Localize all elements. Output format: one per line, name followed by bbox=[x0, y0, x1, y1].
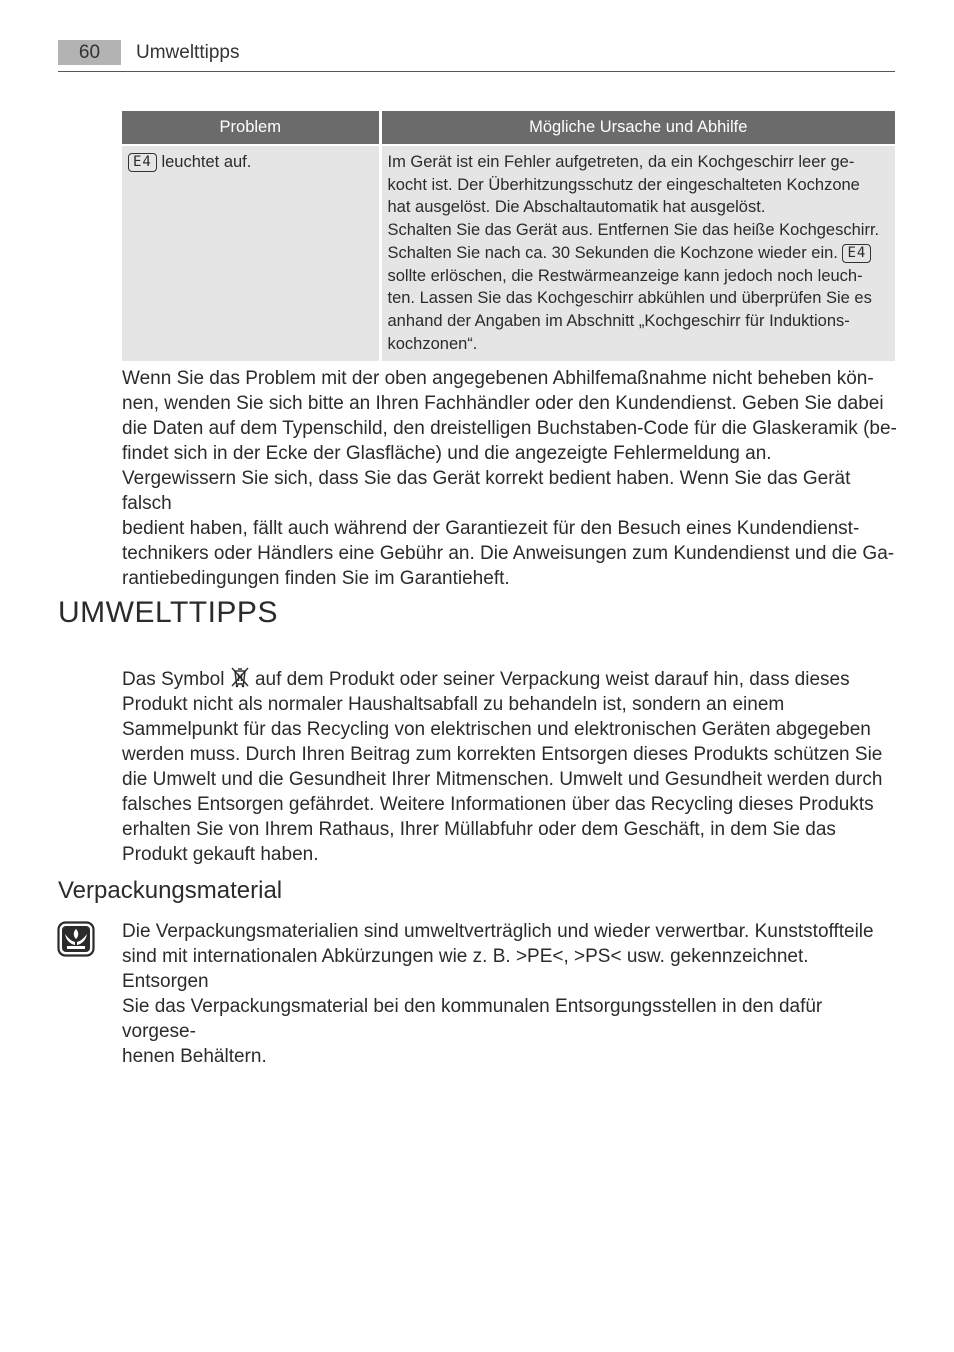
subsection-title: Verpackungsmaterial bbox=[58, 877, 283, 904]
running-title: Umwelttipps bbox=[136, 42, 240, 63]
text-line: Produkt nicht als normaler Haushaltsabfall zu behandeln ist, sondern an einem bbox=[122, 694, 785, 715]
text-line: Sammelpunkt für das Recycling von elektrischen und elektronischen Geräten abgegeben bbox=[122, 719, 871, 740]
section-title: UMWELTTIPPS bbox=[58, 596, 278, 629]
crossed-bin-icon bbox=[230, 666, 250, 688]
service-paragraph bbox=[122, 366, 897, 591]
text-line: werden muss. Durch Ihren Beitrag zum korrekten Entsorgen dieses Produkts schützen Sie bbox=[122, 744, 883, 765]
remedy-line bbox=[388, 242, 890, 265]
remedy-line: hat ausgelöst. Die Abschaltautomatik hat ausgelöst. bbox=[387, 198, 766, 217]
text-line bbox=[122, 666, 897, 692]
environment-paragraph bbox=[122, 666, 897, 867]
remedy-line: Im Gerät ist ein Fehler aufgetreten, da ein Kochgeschirr leer ge- bbox=[387, 153, 855, 171]
text-line: bedient haben, fällt auch während der Garantiezeit für den Besuch eines Kundendienst- bbox=[122, 518, 860, 539]
text-line: erhalten Sie von Ihrem Rathaus, Ihrer Müllabfuhr oder dem Geschäft, in dem Sie das bbox=[122, 819, 836, 840]
remedy-line: kochzonen“. bbox=[387, 334, 478, 353]
remedy-cell bbox=[380, 145, 895, 361]
remedy-line: anhand der Angaben im Abschnitt „Kochgeschirr für Induktions- bbox=[387, 311, 850, 330]
text-line: henen Behältern. bbox=[122, 1046, 267, 1067]
text-line: Wenn Sie das Problem mit der oben angegebenen Abhilfemaßnahme nicht beheben kön- bbox=[122, 368, 874, 389]
text-line: technikers oder Händlers eine Gebühr an. Die Anweisungen zum Kundendienst und die Ga- bbox=[122, 543, 895, 564]
text-line: findet sich in der Ecke der Glasfläche) und die angezeigte Fehlermeldung an. bbox=[122, 443, 772, 464]
text-line: Die Verpackungsmaterialien sind umweltverträglich und wieder verwertbar. Kunststoffteile bbox=[122, 921, 874, 942]
table-header-row bbox=[122, 111, 895, 145]
remedy-line: Schalten Sie das Gerät aus. Entfernen Sie das heiße Kochgeschirr. bbox=[387, 221, 880, 240]
page-number: 60 bbox=[58, 40, 121, 65]
environment-icon bbox=[57, 921, 95, 957]
problem-text: leuchtet auf. bbox=[156, 153, 252, 171]
text-fragment: auf dem Produkt oder seiner Verpackung weist darauf hin, dass dieses bbox=[249, 669, 850, 690]
display-code-e4: E4 bbox=[128, 153, 157, 172]
text-line: falsches Entsorgen gefährdet. Weitere Informationen über das Recycling dieses Produkts bbox=[122, 794, 874, 815]
text-line: rantiebedingungen finden Sie im Garantieheft. bbox=[122, 568, 510, 589]
table-row bbox=[122, 145, 895, 361]
text-line: die Umwelt und die Gesundheit Ihrer Mitmenschen. Umwelt und Gesundheit werden durch bbox=[122, 769, 883, 790]
remedy-line: sollte erlöschen, die Restwärmeanzeige kann jedoch noch leuch- bbox=[387, 266, 863, 285]
column-header-problem: Problem bbox=[122, 111, 380, 145]
remedy-line: kocht ist. Der Überhitzungsschutz der eingeschalteten Kochzone bbox=[387, 175, 860, 194]
text-line: nen, wenden Sie sich bitte an Ihren Fachhändler oder den Kundendienst. Geben Sie dabei bbox=[122, 393, 884, 414]
packaging-paragraph bbox=[122, 919, 897, 1069]
text-line: Sie das Verpackungsmaterial bei den kommunalen Entsorgungsstellen in den dafür vorgese- bbox=[122, 996, 823, 1042]
remedy-line-text: Schalten Sie nach ca. 30 Sekunden die Kochzone wieder ein. bbox=[387, 243, 843, 262]
page-header bbox=[58, 40, 895, 72]
problem-cell bbox=[122, 145, 380, 361]
text-line: sind mit internationalen Abkürzungen wie z. B. >PE<, >PS< usw. gekennzeichnet. Entsorgen bbox=[122, 946, 809, 992]
troubleshooting-table bbox=[122, 111, 895, 361]
remedy-line: ten. Lassen Sie das Kochgeschirr abkühlen und überprüfen Sie es bbox=[387, 289, 872, 308]
display-code-e4: E4 bbox=[842, 244, 871, 263]
column-header-remedy: Mögliche Ursache und Abhilfe bbox=[380, 111, 895, 145]
text-fragment: Das Symbol bbox=[122, 669, 230, 690]
text-line: die Daten auf dem Typenschild, den dreistelligen Buchstaben-Code für die Glaskeramik (be- bbox=[122, 418, 897, 439]
text-line: Vergewissern Sie sich, dass Sie das Gerät korrekt bedient haben. Wenn Sie das Gerät falsch bbox=[122, 468, 851, 514]
text-line: Produkt gekauft haben. bbox=[122, 844, 319, 865]
